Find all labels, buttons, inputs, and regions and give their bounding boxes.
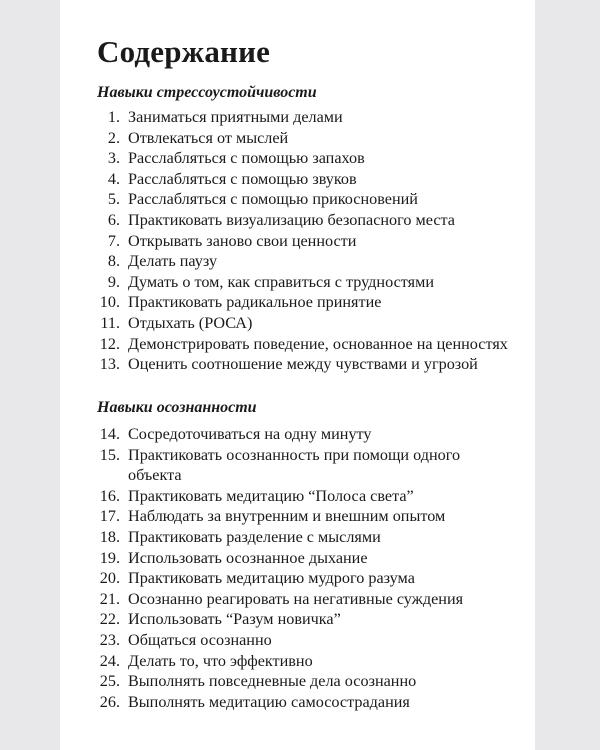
toc-entry (60, 589, 535, 610)
toc-entry-text: Осознанно реагировать на негативные суждения (128, 589, 464, 608)
toc-entry-number: 21. (99, 589, 120, 608)
toc-entry (60, 334, 535, 355)
toc-entry (60, 128, 535, 149)
toc-entry-number: 12. (99, 334, 120, 353)
toc-entry (60, 210, 535, 231)
toc-entry-number: 14. (99, 425, 120, 443)
toc-entry-number: 18. (99, 527, 120, 546)
toc-entry (60, 107, 535, 128)
toc-entry-text: Практиковать радикальное принятие (128, 293, 382, 312)
toc-entry-text: Расслабляться с помощью прикосновений (128, 190, 418, 209)
toc-entry (60, 609, 535, 630)
toc-entry-number: 15. (99, 445, 120, 464)
toc-entry (60, 313, 535, 334)
toc-entry-number: 8. (107, 252, 120, 271)
toc-entry (60, 251, 535, 272)
toc-entry-number: 19. (99, 548, 120, 567)
toc-entry (60, 445, 535, 486)
toc-entry-text: Практиковать визуализацию безопасного места (128, 210, 455, 229)
toc-entry (60, 169, 535, 190)
toc-entry (60, 506, 535, 527)
toc-entry (60, 148, 535, 169)
toc-entry-text: Практиковать медитацию “Полоса света” (128, 486, 414, 505)
toc-entry (60, 692, 535, 713)
toc-entry (60, 630, 535, 651)
toc-entry (60, 354, 535, 375)
toc-entry-number: 3. (107, 149, 120, 168)
toc-entry (60, 292, 535, 313)
toc-entry-text: Использовать “Разум новичка” (128, 610, 341, 629)
book-page (60, 0, 535, 750)
toc-entry-text: Отвлекаться от мыслей (128, 128, 289, 147)
toc-entry-number: 22. (99, 610, 120, 629)
toc-entry-number: 26. (99, 692, 120, 711)
page-title: Содержание (97, 34, 271, 69)
toc-entry (60, 486, 535, 507)
toc-entry-text: Наблюдать за внутренним и внешним опытом (128, 507, 446, 526)
toc-entry (60, 231, 535, 252)
toc-entry (60, 548, 535, 569)
toc-entry-number: 25. (99, 672, 120, 691)
toc-list-distress-tolerance (60, 107, 535, 375)
toc-entry-text: Открывать заново свои ценности (128, 231, 357, 250)
toc-entry (60, 651, 535, 672)
toc-entry (60, 527, 535, 548)
toc-entry-number: 6. (107, 210, 120, 229)
toc-entry-number: 23. (99, 630, 120, 649)
toc-entry-text: Заниматься приятными делами (128, 108, 343, 126)
toc-entry-text: Общаться осознанно (128, 630, 272, 649)
toc-entry-text: Расслабляться с помощью запахов (128, 149, 365, 168)
toc-entry (60, 189, 535, 210)
toc-entry-text: Сосредоточиваться на одну минуту (128, 425, 372, 443)
toc-entry-number: 1. (107, 108, 120, 126)
toc-entry-text: Демонстрировать поведение, основанное на ценностях (128, 334, 508, 353)
toc-list-mindfulness (60, 424, 535, 712)
toc-entry (60, 424, 535, 445)
toc-entry-number: 5. (107, 190, 120, 209)
toc-entry-number: 9. (107, 272, 120, 291)
toc-entry-text: Использовать осознанное дыхание (128, 548, 368, 567)
toc-entry-number: 17. (99, 507, 120, 526)
toc-entry-text: Практиковать медитацию мудрого разума (128, 569, 415, 588)
section-heading-mindfulness: Навыки осознанности (97, 399, 257, 416)
toc-entry-text: Делать паузу (128, 252, 218, 271)
toc-entry-text: Оценить соотношение между чувствами и угрозой (128, 355, 478, 374)
toc-entry-number: 16. (99, 486, 120, 505)
toc-entry-text: Выполнять медитацию самосострадания (128, 692, 410, 711)
toc-entry-number: 20. (99, 569, 120, 588)
toc-entry-text: Делать то, что эффективно (128, 651, 313, 670)
toc-entry-number: 10. (99, 293, 120, 312)
section-heading-distress-tolerance: Навыки стрессоустойчивости (97, 84, 317, 101)
toc-entry (60, 272, 535, 293)
toc-entry-number: 11. (100, 313, 120, 332)
toc-entry-number: 7. (107, 231, 120, 250)
toc-entry-text: Выполнять повседневные дела осознанно (128, 672, 417, 691)
toc-entry-text: Отдыхать (РОСА) (128, 313, 253, 332)
toc-entry-text: Практиковать осознанность при помощи одного объекта (128, 445, 461, 485)
toc-entry-number: 13. (99, 355, 120, 374)
toc-entry-text: Расслабляться с помощью звуков (128, 169, 357, 188)
toc-entry-text: Думать о том, как справиться с трудностями (128, 272, 434, 291)
toc-entry (60, 671, 535, 692)
toc-entry-number: 4. (107, 169, 120, 188)
toc-entry-number: 24. (99, 651, 120, 670)
toc-entry-number: 2. (107, 128, 120, 147)
toc-entry-text: Практиковать разделение с мыслями (128, 527, 381, 546)
toc-entry (60, 568, 535, 589)
